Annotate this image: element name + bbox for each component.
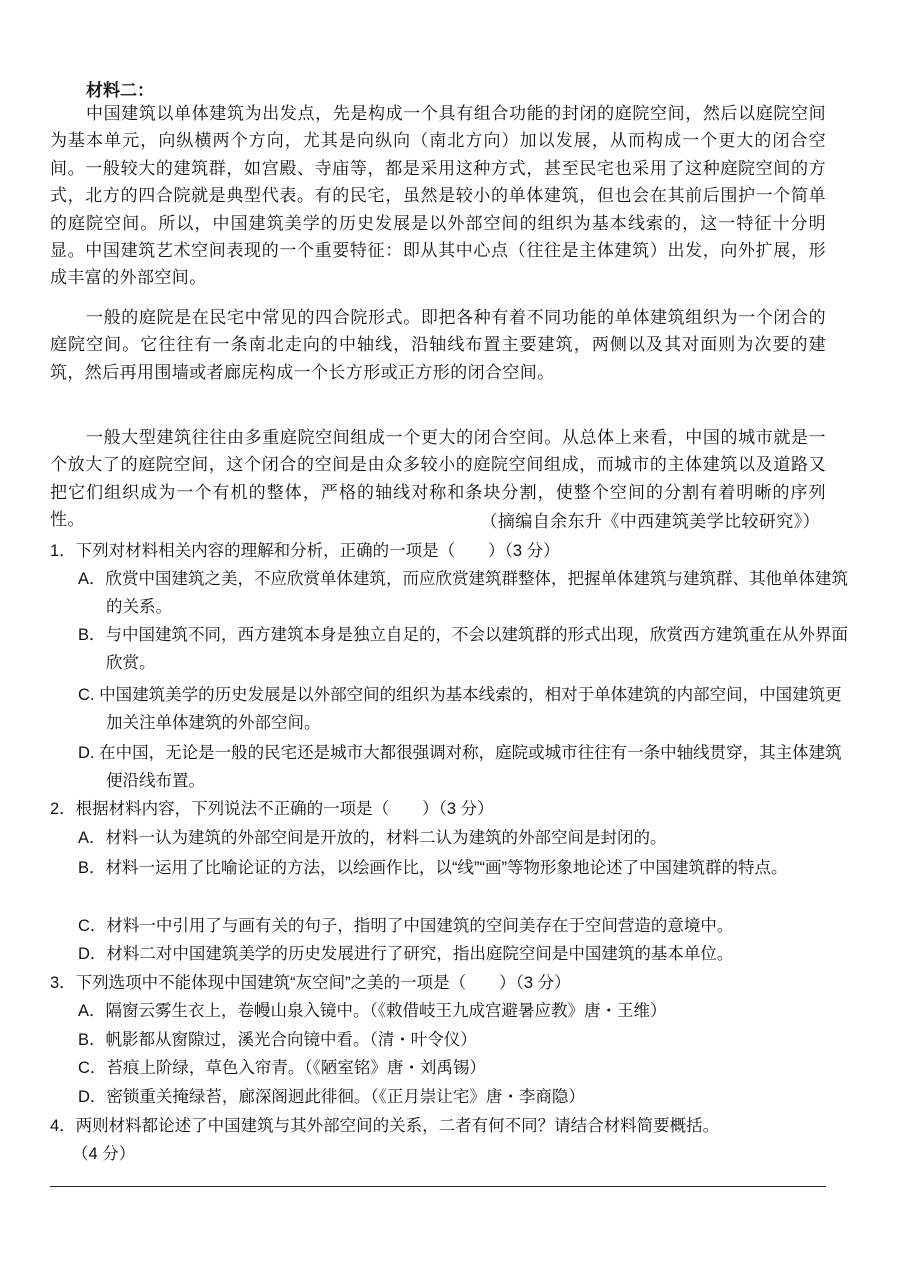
question-3-option-a: A．隔窗云雾生衣上，卷幔山泉入镜中。（《敕借岐王九成宫避暑应教》唐・王维） xyxy=(78,1002,667,1020)
source-citation: （摘编自余东升《中西建筑美学比较研究》） xyxy=(480,512,820,532)
question-4-stem: 4．两则材料都论述了中国建筑与其外部空间的关系，二者有何不同？请结合材料简要概括。 xyxy=(50,1117,720,1135)
question-2-option-c: C．材料一中引用了与画有关的句子，指明了中国建筑的空间美存在于空间营造的意境中。 xyxy=(78,917,734,935)
divider-line xyxy=(50,1186,826,1187)
question-1-option-d: D. 在中国，无论是一般的民宅还是城市大都很强调对称，庭院或城市往往有一条中轴线贯穿，其主体建筑便沿线布置。 xyxy=(78,744,842,790)
question-3-stem: 3．下列选项中不能体现中国建筑“灰空间”之美的一项是（ ）（3 分） xyxy=(50,974,571,992)
material-heading: 材料二： xyxy=(86,81,154,101)
question-1-stem: 1．下列对材料相关内容的理解和分析，正确的一项是（ ）（3 分） xyxy=(50,542,560,560)
question-4-score: （4 分） xyxy=(72,1145,136,1163)
question-2-option-d: D．材料二对中国建筑美学的历史发展进行了研究，指出庭院空间是中国建筑的基本单位。 xyxy=(78,945,734,963)
material-paragraph: 中国建筑以单体建筑为出发点，先是构成一个具有组合功能的封闭的庭院空间，然后以庭院空间为基本单元，向纵横两个方向，尤其是向纵向（南北方向）加以发展，从而构成一个更大的闭合空间。一般较大的建筑群，如宫殿、寺庙等，都是采用这种方式，甚至民宅也采用了这种庭院空间的方式，北方的四合院就是典型代表。有的民宅，虽然是较小的单体建筑，但也会在其前后围护一个简单的庭院空间。所以，中国建筑美学的历史发展是以外部空间的组织为基本线索的，这一特征十分明显。中国建筑艺术空间表现的一个重要特征：即从其中心点（往往是主体建筑）出发，向外扩展，形成丰富的外部空间。 xyxy=(50,104,826,289)
question-3-option-b: B．帆影都从窗隙过，溪光合向镜中看。（清・叶令仪） xyxy=(78,1031,477,1049)
question-2-stem: 2．根据材料内容，下列说法不正确的一项是（ ）（3 分） xyxy=(50,800,494,818)
question-1-option-c: C. 中国建筑美学的历史发展是以外部空间的组织为基本线索的，相对于单体建筑的内部空间，中国建筑更加关注单体建筑的外部空间。 xyxy=(78,686,842,732)
question-2-option-a: A．材料一认为建筑的外部空间是开放的，材料二认为建筑的外部空间是封闭的。 xyxy=(78,829,667,847)
material-paragraph: 一般大型建筑往往由多重庭院空间组成一个更大的闭合空间。从总体上来看，中国的城市就是一个放大了的庭院空间，这个闭合的空间是由众多较小的庭院空间组成，而城市的主体建筑以及道路又把它们组织成为一个有机的整体，严格的轴线对称和条块分割，使整个空间的分割有着明晰的序列性。 xyxy=(50,428,826,531)
question-3-option-d: D．密锁重关掩绿苔，廊深阁迥此徘徊。（《正月崇让宅》唐・李商隐） xyxy=(78,1088,585,1106)
question-2-option-b: B．材料一运用了比喻论证的方法，以绘画作比，以“线”“画”等物形象地论述了中国建筑群的特点。 xyxy=(78,859,788,877)
question-3-option-c: C．苔痕上阶绿，草色入帘青。（《陋室铭》唐・刘禹锡） xyxy=(78,1059,486,1077)
material-paragraph: 一般的庭院是在民宅中常见的四合院形式。即把各种有着不同功能的单体建筑组织为一个闭合的庭院空间。它往往有一条南北走向的中轴线，沿轴线布置主要建筑，两侧以及其对面则为次要的建筑，然后再用围墙或者廊庑构成一个长方形或正方形的闭合空间。 xyxy=(50,308,826,383)
question-1-option-b: B．与中国建筑不同，西方建筑本身是独立自足的，不会以建筑群的形式出现，欣赏西方建筑重在从外界面欣赏。 xyxy=(78,626,849,672)
question-1-option-a: A．欣赏中国建筑之美，不应欣赏单体建筑，而应欣赏建筑群整体，把握单体建筑与建筑群、其他单体建筑的关系。 xyxy=(78,570,849,616)
